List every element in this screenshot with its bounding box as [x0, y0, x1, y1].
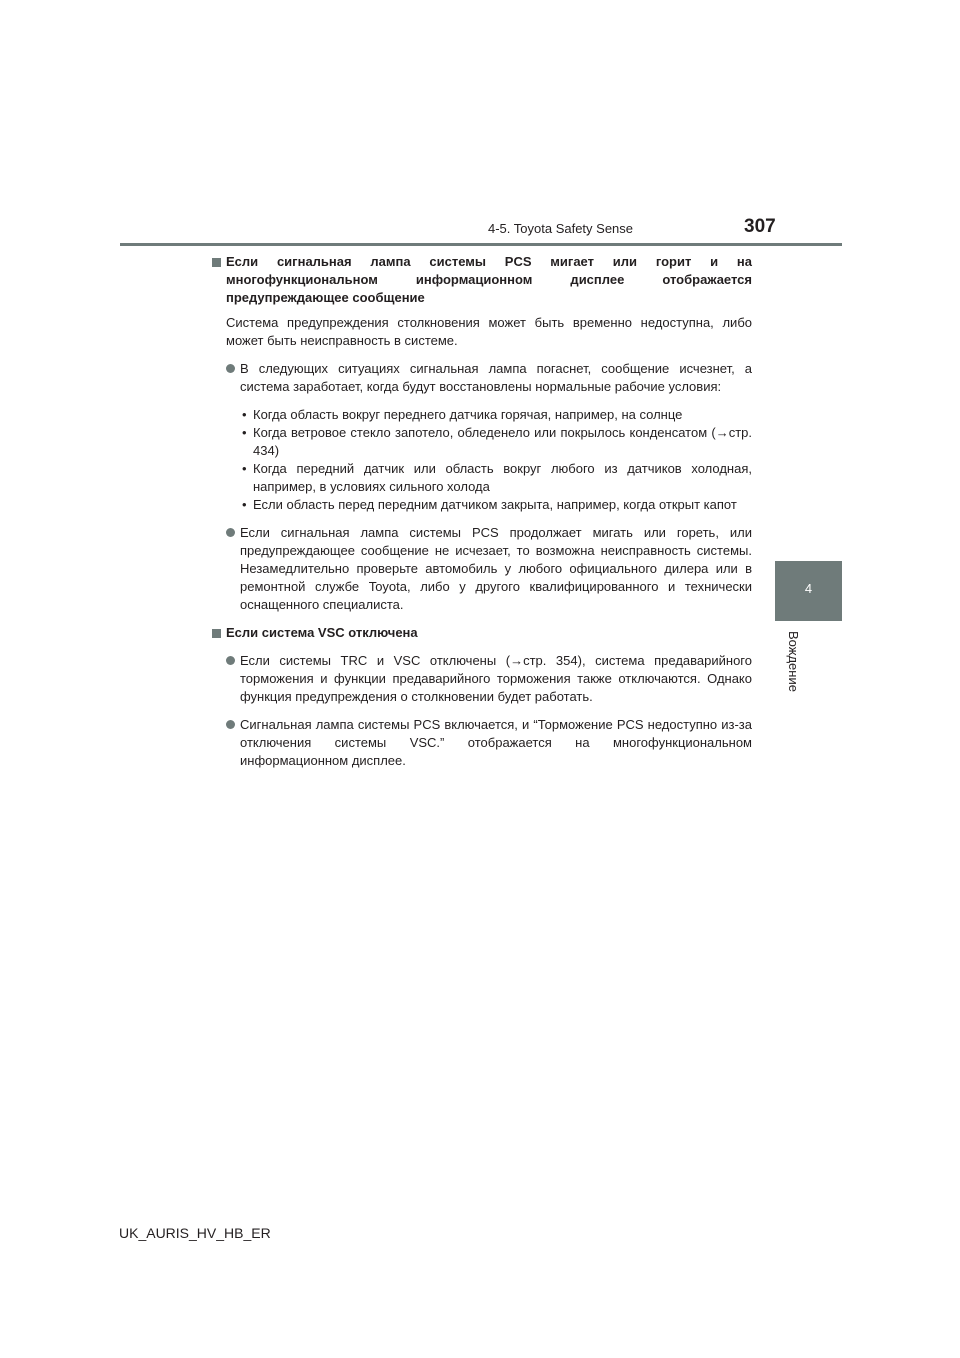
circle-bullet-icon	[226, 528, 235, 537]
chapter-label-wrap	[782, 631, 804, 701]
chapter-label: Вождение	[786, 631, 801, 692]
header-section-title: 4-5. Toyota Safety Sense	[488, 221, 634, 236]
sub-list	[212, 406, 752, 514]
list-item	[212, 524, 752, 614]
circle-bullet-icon	[226, 364, 235, 373]
sub-list-item-text: Если область перед передним датчиком закрыта, например, когда открыт капот	[253, 497, 737, 512]
list-item-text: Сигнальная лампа системы PCS включается, и “Торможение PCS недоступно из-за отключения системы VSC.” отображается на многофункциональном информационном дисплее.	[240, 717, 752, 768]
sub-list-item	[212, 496, 752, 514]
chapter-number: 4	[804, 581, 813, 596]
dot-marker-icon: •	[242, 407, 247, 422]
sub-list-item-text: Когда передний датчик или область вокруг любого из датчиков холодная, например, в условиях сильного холода	[253, 461, 752, 494]
section-heading-text: Если сигнальная лампа системы PCS мигает или горит и на многофункциональном информационном дисплее отображается предупреждающее сообщение	[226, 254, 752, 305]
circle-bullet-icon	[226, 656, 235, 665]
sub-list-item	[212, 460, 752, 496]
square-bullet-icon	[212, 258, 221, 267]
list-item	[212, 652, 752, 706]
list-item-text: В следующих ситуациях сигнальная лампа погаснет, сообщение исчезнет, а система заработает, когда будут восстановлены нормальные рабочие условия:	[240, 361, 752, 394]
dot-marker-icon: •	[242, 497, 247, 512]
page-content	[212, 253, 752, 770]
sub-list-item-text: Когда ветровое стекло запотело, обледенело или покрылось конденсатом (→стр. 434)	[253, 425, 752, 458]
dot-marker-icon: •	[242, 425, 247, 440]
list-item	[212, 360, 752, 396]
side-tab-chapter	[775, 561, 842, 621]
circle-bullet-icon	[226, 720, 235, 729]
page-number: 307	[744, 216, 776, 237]
sub-list-item	[212, 424, 752, 460]
side-tab-spacer	[775, 246, 842, 561]
square-bullet-icon	[212, 629, 221, 638]
section-intro: Система предупреждения столкновения может быть временно недоступна, либо может быть неисправность в системе.	[226, 315, 752, 348]
list-item	[212, 716, 752, 770]
section-heading-vsc-off	[212, 624, 752, 642]
list-item-text: Если сигнальная лампа системы PCS продолжает мигать или гореть, или предупреждающее сообщение не исчезает, то возможна неисправность системы. Незамедлительно проверьте автомобиль у любого официального дилера или в ремонтной службе Toyota, либо у другого квалифицированного и технически оснащенного специалиста.	[240, 525, 752, 612]
footer-code: UK_AURIS_HV_HB_ER	[119, 1225, 271, 1241]
list-item-text: Если системы TRC и VSC отключены (→стр. 354), система предаварийного торможения и функции предаварийного торможения также отключаются. Однако функция предупреждения о столкновении будет работать.	[240, 653, 752, 704]
header-divider	[120, 243, 842, 246]
dot-marker-icon: •	[242, 461, 247, 476]
sub-list-item	[212, 406, 752, 424]
section-heading-pcs-warning	[212, 253, 752, 307]
section-heading-text: Если система VSC отключена	[226, 625, 418, 640]
sub-list-item-text: Когда область вокруг переднего датчика горячая, например, на солнце	[253, 407, 683, 422]
